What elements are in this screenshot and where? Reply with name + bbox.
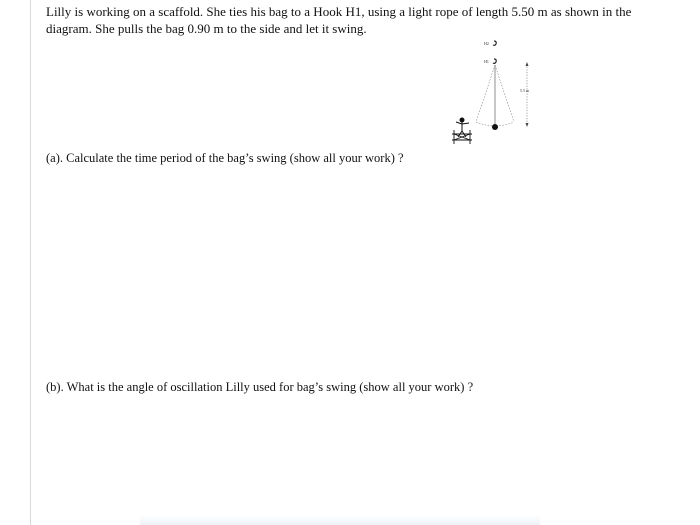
hook1-icon xyxy=(493,59,496,63)
hook1-label: H1 xyxy=(484,59,489,64)
rope-left-swing xyxy=(476,65,495,122)
page-edge-line xyxy=(30,0,31,525)
rope-right-swing xyxy=(495,65,514,122)
length-arrow-up-icon xyxy=(526,62,529,66)
hook2-icon xyxy=(493,41,496,45)
pendulum-diagram xyxy=(448,34,558,146)
hook2-label: H2 xyxy=(484,41,489,46)
bottom-shadow xyxy=(140,515,540,525)
question-a: (a). Calculate the time period of the bag’s swing (show all your work) ? xyxy=(46,151,404,165)
bag-icon xyxy=(492,124,498,130)
scaffold-icon xyxy=(452,130,472,144)
length-label: 5.5 m xyxy=(520,88,530,93)
length-arrow-down-icon xyxy=(526,123,529,127)
question-b: (b). What is the angle of oscillation Lilly used for bag’s swing (show all your work) ? xyxy=(46,380,474,394)
problem-statement: Lilly is working on a scaffold. She ties his bag to a Hook H1, using a light rope of length 5.50 m as shown in the diagram. She pulls the bag 0.90 m to the side and let it swing. xyxy=(46,4,632,36)
